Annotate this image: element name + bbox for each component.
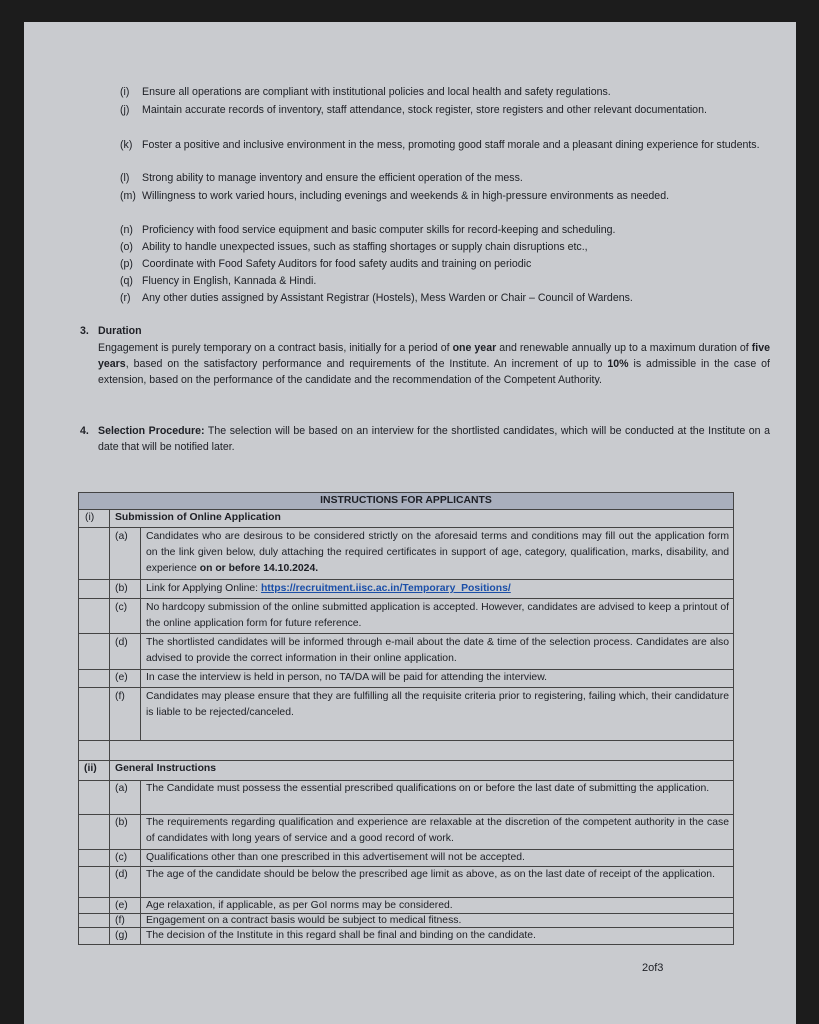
duty-text: Foster a positive and inclusive environment in the mess, promoting good staff morale and a pleasant dining experience for students. bbox=[142, 139, 760, 151]
duty-item bbox=[120, 256, 770, 272]
selection-text bbox=[98, 423, 770, 455]
text-run: is admissible in the case of extension, based on the performance of the candidate and the recommendation of the Competent Authority. bbox=[98, 358, 770, 386]
item-label: (a) bbox=[115, 783, 128, 794]
item-text: Age relaxation, if applicable, as per GoI norms may be considered. bbox=[146, 900, 453, 911]
duty-item bbox=[120, 137, 770, 169]
item-text bbox=[146, 581, 729, 597]
item-text: The age of the candidate should be below the prescribed age limit as above, as on the last date of receipt of the application. bbox=[146, 869, 715, 880]
duty-item bbox=[120, 273, 770, 289]
text-run: , based on the satisfactory performance and requirements of the Institute. An increment of up to bbox=[125, 358, 608, 370]
duty-text: Any other duties assigned by Assistant Registrar (Hostels), Mess Warden or Chair – Council of Wardens. bbox=[142, 292, 633, 304]
item-text: The requirements regarding qualification and experience are relaxable at the discretion of the competent authority in the case of candidates with long years of service and a good record of work. bbox=[146, 817, 729, 844]
item-text: Candidates may please ensure that they are fulfilling all the requisite criteria prior to registering, failing which, their candidature is liable to be rejected/canceled. bbox=[146, 691, 729, 718]
text-run: The selection will be based on an interview for the shortlisted candidates, which will be conducted at the Institute on a date that will be notified later. bbox=[98, 425, 770, 453]
section-label: (ii) bbox=[84, 763, 97, 774]
item-label: (e) bbox=[115, 900, 128, 911]
instructions-table bbox=[78, 492, 734, 928]
item-label: (f) bbox=[115, 915, 125, 926]
duration-text bbox=[98, 340, 770, 388]
duty-label: (i) bbox=[120, 86, 130, 98]
duty-label: (p) bbox=[120, 258, 133, 270]
duty-label: (q) bbox=[120, 275, 133, 287]
duty-item bbox=[120, 290, 770, 306]
page-number: 2of3 bbox=[642, 962, 664, 974]
table-last-row bbox=[78, 927, 734, 945]
bold-text: five years bbox=[98, 342, 770, 370]
selection-section bbox=[80, 423, 770, 459]
item-text: The decision of the Institute in this regard shall be final and binding on the candidate. bbox=[146, 930, 536, 941]
item-text: The shortlisted candidates will be informed through e-mail about the date & time of the selection process. Candidates are also advised to provide the correct information in their online application. bbox=[146, 637, 729, 664]
duty-item bbox=[120, 102, 770, 134]
section-heading: Duration bbox=[98, 325, 142, 337]
text-run: and renewable annually up to a maximum duration of bbox=[496, 342, 752, 354]
duty-label: (n) bbox=[120, 224, 133, 236]
item-label: (b) bbox=[115, 583, 128, 594]
duty-label: (m) bbox=[120, 190, 136, 202]
duty-label: (j) bbox=[120, 104, 130, 116]
item-label: (d) bbox=[115, 637, 128, 648]
item-label: (a) bbox=[115, 531, 128, 542]
duty-text: Strong ability to manage inventory and ensure the efficient operation of the mess. bbox=[142, 172, 523, 184]
section-heading: General Instructions bbox=[115, 763, 217, 774]
table-title: INSTRUCTIONS FOR APPLICANTS bbox=[320, 495, 492, 506]
duty-label: (o) bbox=[120, 241, 133, 253]
item-label: (d) bbox=[115, 869, 128, 880]
duty-item bbox=[120, 222, 770, 238]
duty-text: Ability to handle unexpected issues, such as staffing shortages or supply chain disruptions etc., bbox=[142, 241, 588, 253]
item-text: Qualifications other than one prescribed in this advertisement will not be accepted. bbox=[146, 852, 525, 863]
duration-section bbox=[80, 323, 770, 413]
duty-item bbox=[120, 239, 770, 255]
text-run: Candidates who are desirous to be considered strictly on the aforesaid terms and conditions may fill out the application form on the link given below, duly attaching the required certificates in support of age, category, qualification, marks, disability, and experience bbox=[146, 531, 729, 574]
document-page bbox=[24, 22, 796, 1024]
duty-text: Fluency in English, Kannada & Hindi. bbox=[142, 275, 317, 287]
duty-text: Proficiency with food service equipment and basic computer skills for record-keeping and scheduling. bbox=[142, 224, 616, 236]
section-number: 4. bbox=[80, 425, 89, 437]
item-text: The Candidate must possess the essential prescribed qualifications on or before the last date of submitting the application. bbox=[146, 783, 710, 794]
section-label: (i) bbox=[85, 512, 95, 523]
section-heading: Selection Procedure: bbox=[98, 425, 205, 437]
item-text: Engagement on a contract basis would be subject to medical fitness. bbox=[146, 915, 462, 926]
item-label: (g) bbox=[115, 930, 128, 941]
item-text: In case the interview is held in person, no TA/DA will be paid for attending the interview. bbox=[146, 672, 548, 683]
item-label: (b) bbox=[115, 817, 128, 828]
duty-item bbox=[120, 188, 770, 220]
deadline-text: on or before 14.10.2024. bbox=[199, 563, 319, 574]
duty-item bbox=[120, 170, 770, 186]
section-number: 3. bbox=[80, 325, 89, 337]
duty-text: Maintain accurate records of inventory, staff attendance, stock register, store registers and other relevant documentation. bbox=[142, 104, 707, 116]
duty-label: (k) bbox=[120, 139, 133, 151]
duty-label: (r) bbox=[120, 292, 131, 304]
duty-item bbox=[120, 84, 770, 100]
bold-text: 10% bbox=[607, 358, 629, 370]
duty-text: Willingness to work varied hours, including evenings and weekends & in high-pressure environments as needed. bbox=[142, 190, 670, 202]
text-run: Link for Applying Online: bbox=[146, 583, 261, 594]
item-text bbox=[146, 529, 729, 577]
application-link[interactable]: https://recruitment.iisc.ac.in/Temporary_Positions/ bbox=[260, 583, 511, 594]
bold-text: one year bbox=[452, 342, 497, 354]
item-label: (f) bbox=[115, 691, 125, 702]
duty-text: Ensure all operations are compliant with institutional policies and local health and safety regulations. bbox=[142, 86, 611, 98]
duty-label: (l) bbox=[120, 172, 130, 184]
item-label: (e) bbox=[115, 672, 128, 683]
section-heading: Submission of Online Application bbox=[115, 512, 281, 523]
text-run: Engagement is purely temporary on a contract basis, initially for a period of bbox=[98, 342, 453, 354]
item-label: (c) bbox=[115, 602, 128, 613]
item-label: (c) bbox=[115, 852, 128, 863]
duty-text: Coordinate with Food Safety Auditors for food safety audits and training on periodic bbox=[142, 258, 532, 270]
item-text: No hardcopy submission of the online submitted application is accepted. However, candidates are advised to keep a printout of the online application form for future reference. bbox=[146, 602, 729, 629]
